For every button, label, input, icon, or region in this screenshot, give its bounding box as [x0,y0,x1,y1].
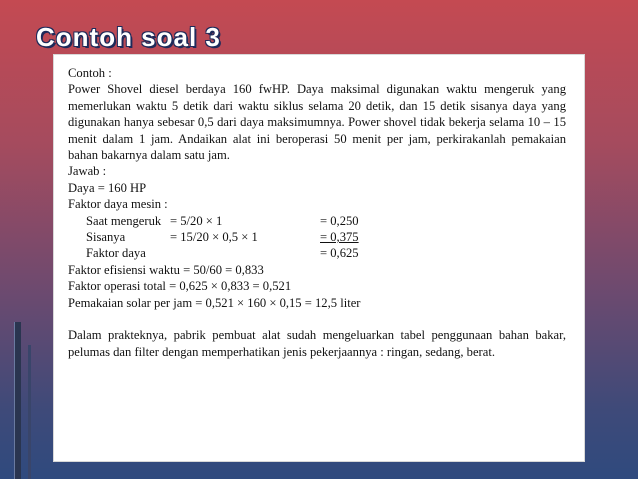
fuel-line: Pemakaian solar per jam = 0,521 × 160 × 0,15 = 12,5 liter [68,295,361,310]
practice-line-2: pelumas dan filter dengan memperhatikan jenis pekerjaannya : ringan, sedang, berat. [68,344,495,359]
factor-name: Sisanya [86,230,126,245]
document-image [54,55,584,461]
factor-result: = 0,625 [320,246,359,261]
doc-header: Contoh : [68,66,112,80]
problem-line-3: digunakan hanya sebesar 0,5 dari daya maksimumnya. Power shovel tidak bekerja selama 10 – 15 [68,115,566,130]
factor-formula: = 5/20 × 1 [170,213,223,228]
efficiency-line: Faktor efisiensi waktu = 50/60 = 0,833 [68,262,264,277]
factor-row-2 [68,229,566,245]
factor-result: = 0,375 [320,230,359,245]
factor-row-3 [68,245,566,261]
factor-name: Faktor daya [86,246,146,261]
practice-line-1: Dalam prakteknya, pabrik pembuat alat sudah mengeluarkan tabel penggunaan bahan bakar, [68,328,566,343]
answer-label: Jawab : [68,164,107,179]
factor-result: = 0,250 [320,213,359,228]
problem-line-5: bahan bakarnya dalam satu jam. [68,148,230,163]
total-factor-line: Faktor operasi total = 0,625 × 0,833 = 0,521 [68,279,292,294]
factor-formula [170,245,320,261]
engine-factor-label: Faktor daya mesin : [68,197,168,212]
problem-line-2: memerlukan waktu 5 detik dari waktu siklus selama 20 detik, dan 15 detik sisanya daya yang [68,98,566,113]
slide-title: Contoh soal 3 [36,22,221,52]
factor-row-1 [68,213,566,229]
left-decor-bar [14,322,21,479]
left-decor-bar-thin [28,345,31,479]
problem-line-4: menit dalam 1 jam. Andaikan alat ini beroperasi 50 menit per jam, perkirakanlah pemakaian [68,131,566,146]
factor-formula: = 15/20 × 0,5 × 1 [170,230,258,245]
power-line: Daya = 160 HP [68,180,147,195]
factor-name: Saat mengeruk [86,213,162,228]
problem-line-1: Power Shovel diesel berdaya 160 fwHP. Daya maksimal digunakan waktu mengeruk yang [68,82,566,97]
